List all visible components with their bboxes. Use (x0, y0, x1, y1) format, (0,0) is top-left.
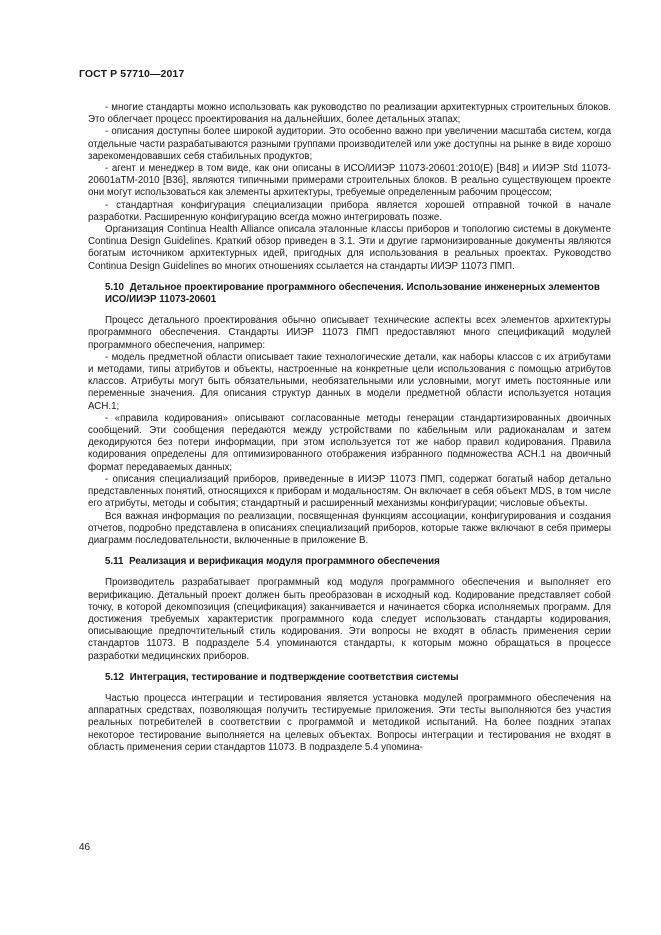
paragraph: - «правила кодирования» описывают согласованные методы генерации стандартизированных двоичных сообщений. Эти сообщения передаются между устройствами по кабельным или радиоканалам и затем декодируются без потери информации, при этом используется тот же набор правил кодирования. Правила кодирования определены для оптимизированного отображения избранного подмножества АСН.1 на двоичный формат передаваемых данных; (88, 412, 611, 473)
document-body (88, 102, 611, 754)
section-title: Детальное проектирование программного обеспечения. Использование инженерных элементов ИСО/ИИЭР 11073-20601 (105, 281, 600, 306)
page-number: 46 (79, 842, 91, 853)
paragraph: Вся важная информация по реализации, посвященная функциям ассоциации, конфигурирования и создания отчетов, подробно представлена в описаниях специализаций приборов, которые также включают в себя примеры диаграмм последовательности, включенные в приложение В. (88, 510, 611, 546)
section-heading (88, 282, 611, 306)
paragraph: - многие стандарты можно использовать как руководство по реализации архитектурных строительных блоков. Это облегчает процесс проектирования на дальнейших, более детальных этапах; (88, 102, 611, 126)
document-header: ГОСТ Р 57710—2017 (79, 68, 185, 80)
paragraph: - стандартная конфигурация специализации прибора является хорошей отправной точкой в начале разработки. Расширенную конфигурацию всегда можно интегрировать позже. (88, 199, 611, 223)
paragraph: - описания специализаций приборов, приведенные в ИИЭР 11073 ПМП, содержат богатый набор детально представленных понятий, относящихся к приборам и модальностям. Он включает в себя объект MDS, в том числе его атрибуты, методы и события; стандартный и расширенный механизмы конфигурации; числовые объекты. (88, 473, 611, 510)
paragraph: Организация Continua Health Alliance описала эталонные классы приборов и топологию системы в документе Continua Design Guidelines. Краткий обзор приведен в 3.1. Эти и другие гармонизированные документы являются богатым источником архитектурных идей, пригодных для использования в реальных проектах. Руководство Continua Design Guidelines во многих отношениях ссылается на стандарты ИИЭР 11073 ПМП. (88, 224, 611, 272)
section-heading (88, 672, 611, 684)
section-title: Реализация и верификация модуля программного обеспечения (129, 556, 440, 568)
paragraph: Частью процесса интеграции и тестирования является установка модулей программного обеспечения на аппаратных средствах, позволяющая получить тестируемые приложения. Эти тесты выполняются без участия реальных потребителей в соответствии с программой и методикой испытаний. На более поздних этапах некоторое тестирование выполняется на целевых объектах. Вопросы интеграции и тестирования не входят в область применения серии стандартов 11073. В подразделе 5.4 упомина- (88, 692, 611, 753)
paragraph: Процесс детального проектирования обычно описывает технические аспекты всех элементов архитектуры программного обеспечения. Стандарты ИИЭР 11073 ПМП предоставляют много спецификаций модулей программного обеспечения, например: (88, 315, 611, 351)
paragraph: Производитель разрабатывает программный код модуля программного обеспечения и выполняет его верификацию. Детальный проект должен быть преобразован в исходный код. Кодирование представляет собой точку, в которой декомпозиция (спецификация) заканчивается и начинается сборка исполняемых программ. Для достижения требуемых характеристик программного кода следует использовать стандарты кодирования, описывающие предпочтительный стиль кодирования. Эти вопросы не входят в область применения серии стандартов 11073. В подразделе 5.4 упоминаются стандарты, к которым можно обращаться в процессе разработки медицинских приборов. (88, 577, 611, 662)
section-number: 5.12 (105, 671, 124, 683)
section-heading (88, 556, 611, 568)
paragraph: - модель предметной области описывает такие технологические детали, как наборы классов с их атрибутами и методами, типы атрибутов и объекты, настроенные на конкретные цели использования с помощью атрибутов классов. Атрибуты могут быть обязательными, необязательными или условными, могут иметь постоянные или переменные значения. Для описания структур данных в модели предметной области используется нотация АСН.1; (88, 351, 611, 412)
section-title: Интеграция, тестирование и подтверждение соответствия системы (129, 671, 459, 683)
paragraph: - агент и менеджер в том виде, как они описаны в ИСО/ИИЭР 11073-20601:2010(E) [B48] и ИИЭР Std 11073-20601aTM-2010 [B36], являются типичными примерами строительных блоков. В реально существующем проекте они могут использоваться как элементы архитектуры, требуемые определенным рабочим процессом; (88, 163, 611, 199)
section-number: 5.10 (105, 281, 124, 293)
paragraph: - описания доступны более широкой аудитории. Это особенно важно при увеличении масштаба систем, когда отдельные части разрабатываются разными группами производителей или уже доступны на рынке в виде хорошо зарекомендовавших себя стабильных продуктов; (88, 126, 611, 162)
section-number: 5.11 (105, 556, 124, 568)
